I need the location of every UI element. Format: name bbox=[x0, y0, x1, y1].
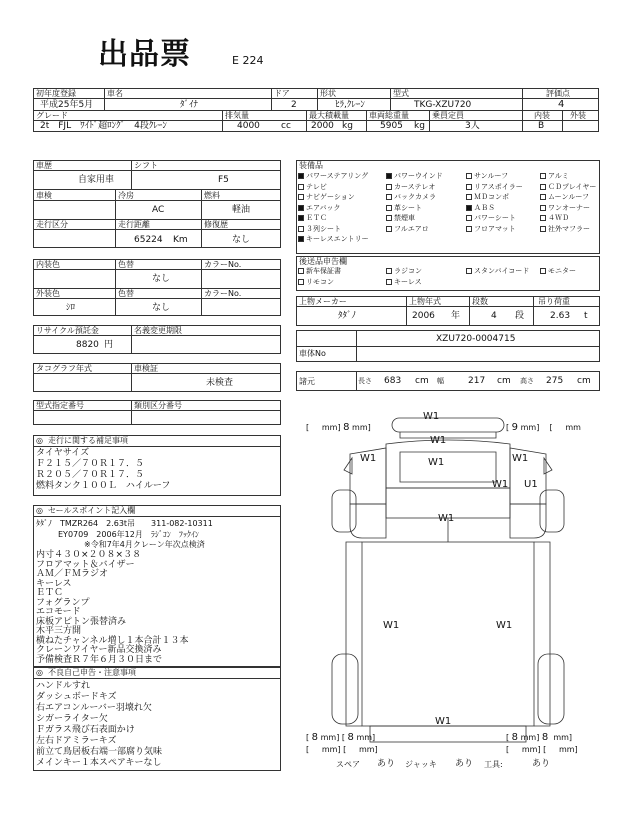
fuel-value: 軽油 bbox=[232, 205, 251, 215]
crane-load-value: 2.63 bbox=[550, 311, 571, 321]
equipment-item bbox=[298, 205, 340, 212]
crane-steps-unit: 段 bbox=[515, 311, 525, 321]
equipment-item-label: ＡＢＳ bbox=[474, 203, 495, 212]
max-load-label: 最大積載量 bbox=[309, 111, 349, 120]
text-line: 内寸４３０×２０８×３８ bbox=[36, 550, 142, 560]
history-label: 車歴 bbox=[36, 161, 52, 170]
unchecked-box-icon bbox=[298, 226, 304, 232]
repair-value: なし bbox=[232, 235, 251, 245]
equipment-item bbox=[386, 205, 422, 212]
crane-steps-value: 4 bbox=[491, 311, 497, 321]
max-load-value: 2000 bbox=[311, 121, 334, 131]
equipment-item bbox=[540, 226, 590, 233]
equipment-label: 装備品 bbox=[299, 161, 323, 170]
damage-mark-rear: W1 bbox=[435, 716, 452, 727]
unchecked-box-icon bbox=[540, 194, 546, 200]
gross-weight-unit: kg bbox=[414, 121, 425, 131]
damage-mark-front-bumper: W1 bbox=[423, 411, 440, 422]
equipment-item-label: バックカメラ bbox=[394, 193, 436, 201]
doors-label: ドア bbox=[274, 89, 290, 98]
equipment-item-label: キーレス bbox=[394, 277, 422, 286]
cooling-label: 冷房 bbox=[118, 191, 134, 200]
tread-rear-right-inner: [ mm] [ mm] bbox=[506, 745, 578, 754]
unchecked-box-icon bbox=[540, 215, 546, 221]
equipment-item-label: フロアマット bbox=[474, 224, 516, 233]
crane-year-label: 上物年式 bbox=[409, 297, 441, 306]
interior-score-value: B bbox=[538, 121, 545, 131]
equipment-item bbox=[298, 194, 355, 201]
crane-year-value: 2006 bbox=[412, 311, 435, 321]
dims-label: 諸元 bbox=[299, 377, 315, 386]
spare-value: あり bbox=[377, 759, 396, 769]
shift-label: シフト bbox=[134, 161, 158, 170]
dims-width-label: 幅 bbox=[437, 377, 444, 385]
car-name-label: 車名 bbox=[107, 89, 123, 98]
score-label: 評価点 bbox=[546, 89, 570, 98]
recycle-unit: 円 bbox=[104, 340, 114, 350]
unchecked-box-icon bbox=[540, 268, 546, 274]
sales-line-3: ※令和7年4月クレーン年次点検済 bbox=[84, 540, 205, 549]
grade-value: 2t FJL ﾜｲﾄﾞ超ﾛﾝｸﾞ 4段ｸﾚｰﾝ bbox=[40, 121, 167, 131]
equipment-item-label: テレビ bbox=[306, 182, 327, 191]
first-reg-value: 平成25年5月 bbox=[40, 100, 94, 110]
text-line: 床板アピトン張替済み bbox=[36, 616, 127, 627]
equipment-item bbox=[540, 205, 590, 212]
equipment-item-label: 禁煙車 bbox=[394, 214, 415, 222]
exterior-color-no-label: カラーNo. bbox=[204, 289, 242, 298]
unchecked-box-icon bbox=[298, 268, 304, 274]
text-line: 右エアコンルーバー羽壊れ欠 bbox=[36, 703, 152, 713]
text-line: フロアマット＆バイザー bbox=[36, 559, 135, 570]
tread-front-right: [ 9 mm] [ mm bbox=[506, 422, 581, 433]
equipment-item bbox=[298, 279, 334, 286]
text-line: クレーンワイヤー新品交換済み bbox=[36, 645, 162, 655]
unchecked-box-icon bbox=[386, 205, 392, 211]
text-line: 燃料タンク１００Ｌ ハイルーフ bbox=[36, 481, 171, 491]
dims-length-value: 683 bbox=[384, 376, 402, 386]
checked-box-icon bbox=[298, 173, 304, 179]
equipment-item bbox=[298, 268, 341, 275]
equipment-item-label: サンルーフ bbox=[474, 172, 509, 180]
crane-load-label: 吊り荷重 bbox=[538, 297, 570, 306]
inspection-label: 車検証 bbox=[134, 364, 158, 373]
equipment-item-label: モニター bbox=[548, 267, 576, 275]
equipment-item bbox=[298, 173, 368, 180]
jack-label: ジャッキ bbox=[405, 760, 437, 769]
equipment-item bbox=[540, 268, 576, 275]
equipment-item bbox=[298, 215, 327, 222]
equipment-item-label: リモコン bbox=[306, 277, 334, 286]
exterior-color-value: ｼﾛ bbox=[66, 303, 76, 313]
unchecked-box-icon bbox=[386, 268, 392, 274]
displacement-value: 4000 bbox=[237, 121, 260, 131]
notes-bullet-icon: ◎ bbox=[36, 436, 43, 445]
text-line: 木平三方開 bbox=[36, 626, 82, 636]
unchecked-box-icon bbox=[466, 173, 472, 179]
checked-box-icon bbox=[386, 173, 392, 179]
equipment-item bbox=[298, 184, 327, 191]
text-line: 前立て鳥居板右端一部腐り気味 bbox=[36, 747, 163, 757]
text-line: Ｒ２０５／７０Ｒ１７．５ bbox=[36, 470, 145, 480]
unchecked-box-icon bbox=[466, 215, 472, 221]
sales-line-2: EY0709 2006年12月 ﾗｼﾞｺﾝ ﾌｯｸｲﾝ bbox=[58, 530, 199, 539]
equipment-item bbox=[540, 194, 589, 201]
equipment-item bbox=[386, 215, 415, 222]
equipment-item-label: 新车保証書 bbox=[306, 267, 341, 275]
equipment-item-label: キーレスエントリー bbox=[306, 235, 369, 243]
vehicle-diagram bbox=[296, 408, 600, 758]
equipment-item bbox=[386, 268, 422, 275]
chassis-value: XZU720-0004715 bbox=[436, 334, 516, 344]
damage-mark-front-grille: W1 bbox=[430, 435, 447, 446]
equipment-item-label: スタンバイコード bbox=[474, 267, 530, 275]
mileage-class-label: 走行区分 bbox=[36, 220, 68, 229]
crane-load-unit: t bbox=[584, 311, 588, 321]
equipment-item-label: リアスポイラー bbox=[474, 182, 523, 191]
displacement-label: 排気量 bbox=[225, 111, 249, 120]
text-line: フォグランプ bbox=[36, 597, 90, 608]
text-line: ＥＴＣ bbox=[36, 588, 64, 598]
unchecked-box-icon bbox=[540, 184, 546, 190]
notes-title: 走行に関する補足事項 bbox=[48, 436, 128, 445]
sales-bullet-icon: ◎ bbox=[36, 506, 43, 515]
defects-bullet-icon: ◎ bbox=[36, 668, 43, 677]
defects-title: 不良自己申告・注意事項 bbox=[48, 668, 136, 677]
equipment-item bbox=[466, 184, 523, 191]
text-line: ダッシュボードキズ bbox=[36, 692, 117, 702]
exterior-color-change: なし bbox=[152, 303, 171, 313]
model-value: TKG-XZU720 bbox=[414, 100, 472, 110]
text-line: シガーライター欠 bbox=[36, 714, 108, 724]
gross-weight-value: 5905 bbox=[380, 121, 403, 131]
interior-color-label: 内装色 bbox=[36, 260, 60, 269]
unchecked-box-icon bbox=[466, 268, 472, 274]
damage-mark-right-door: W1 bbox=[512, 453, 529, 464]
unchecked-box-icon bbox=[386, 226, 392, 232]
interior-color-change: なし bbox=[152, 274, 171, 284]
text-line: エコモード bbox=[36, 607, 81, 617]
equipment-item bbox=[540, 215, 569, 222]
drive-label: 車検 bbox=[36, 191, 52, 200]
unchecked-box-icon bbox=[466, 226, 472, 232]
gross-weight-label: 車両総重量 bbox=[369, 111, 409, 120]
tool-label: 工具: bbox=[484, 760, 503, 769]
exterior-color-label: 外装色 bbox=[36, 289, 60, 298]
crane-maker-label: 上物メーカー bbox=[299, 297, 347, 306]
unchecked-box-icon bbox=[298, 279, 304, 285]
equipment-item-label: ラジコン bbox=[394, 267, 422, 275]
unchecked-box-icon bbox=[298, 194, 304, 200]
text-line: ＡＭ／ＦＭラジオ bbox=[36, 569, 109, 579]
dims-width-value: 217 bbox=[468, 376, 486, 386]
text-line: Ｆガラス飛び石表面かけ bbox=[36, 725, 135, 735]
damage-mark-right-cab: W1 bbox=[492, 479, 509, 490]
shape-label: 形状 bbox=[320, 89, 336, 98]
equipment-item-label: ＣＤプレイヤー bbox=[548, 182, 597, 191]
text-line: 横ねたチャンネル増し１本合計１３本 bbox=[36, 635, 189, 646]
grade-label: グレード bbox=[36, 111, 68, 120]
equipment-item-label: ムーンルーフ bbox=[548, 193, 589, 201]
damage-mark-deck-front: W1 bbox=[438, 513, 455, 524]
equipment-item-label: パワーステアリング bbox=[306, 172, 369, 180]
tool-value: あり bbox=[532, 759, 551, 769]
checked-box-icon bbox=[466, 205, 472, 211]
first-reg-label: 初年度登録 bbox=[36, 89, 76, 98]
unchecked-box-icon bbox=[466, 184, 472, 190]
text-line: ハンドルすれ bbox=[36, 681, 91, 691]
equipment-item bbox=[298, 236, 369, 243]
dims-length-label: 長さ bbox=[358, 377, 372, 385]
later-label: 後送品申告欄 bbox=[299, 257, 347, 266]
damage-mark-deck-left: W1 bbox=[383, 620, 400, 631]
model-label: 型式 bbox=[393, 89, 409, 98]
equipment-item bbox=[466, 173, 508, 180]
unchecked-box-icon bbox=[540, 205, 546, 211]
recycle-value: 8820 bbox=[76, 340, 99, 350]
equipment-item bbox=[540, 173, 569, 180]
mileage-label: 走行距離 bbox=[118, 220, 150, 229]
unchecked-box-icon bbox=[386, 194, 392, 200]
equipment-item-label: パワーシート bbox=[474, 214, 516, 222]
unchecked-box-icon bbox=[386, 215, 392, 221]
dims-length-unit: cm bbox=[415, 376, 429, 386]
page-title: 出品票 bbox=[98, 37, 191, 72]
checked-box-icon bbox=[298, 215, 304, 221]
spare-label: スペア bbox=[336, 760, 360, 769]
checked-box-icon bbox=[298, 205, 304, 211]
inspection-value: 未検査 bbox=[206, 378, 234, 388]
class-no-label: 類別区分番号 bbox=[134, 401, 182, 410]
crane-steps-label: 段数 bbox=[472, 297, 488, 306]
damage-mark-windshield: W1 bbox=[428, 457, 445, 468]
exterior-color-change-label: 色替 bbox=[118, 289, 134, 298]
equipment-item-label: フルエアロ bbox=[394, 224, 429, 233]
fuel-label: 燃料 bbox=[204, 191, 220, 200]
tread-front-left: [ mm] 8 mm] bbox=[306, 422, 371, 433]
text-line: Ｆ２１５／７０Ｒ１７．５ bbox=[36, 459, 145, 469]
damage-mark-deck-right: W1 bbox=[496, 620, 513, 631]
equipment-item bbox=[466, 268, 529, 275]
unchecked-box-icon bbox=[386, 279, 392, 285]
equipment-item-label: カーステレオ bbox=[394, 182, 436, 191]
mileage-value: 65224 bbox=[134, 235, 163, 245]
unchecked-box-icon bbox=[540, 173, 546, 179]
text-line: タイヤサイズ bbox=[36, 448, 90, 458]
shift-value: F5 bbox=[218, 175, 229, 185]
unchecked-box-icon bbox=[540, 226, 546, 232]
type-no-label: 型式指定番号 bbox=[36, 401, 84, 410]
text-line: メインキー１本スペアキーなし bbox=[36, 758, 162, 768]
text-line: 予備検査Ｒ７年６月３０日まで bbox=[36, 654, 163, 665]
form-number: E 224 bbox=[232, 54, 264, 67]
equipment-item-label: ＭＤコンポ bbox=[474, 193, 509, 201]
damage-mark-right-mirror: U1 bbox=[524, 479, 538, 490]
tread-rear-left-outer: [ 8 mm] [ 8 mm] bbox=[306, 732, 376, 743]
equipment-item bbox=[466, 226, 516, 233]
cooling-value: AC bbox=[152, 205, 165, 215]
equipment-item-label: ワンオーナー bbox=[548, 203, 590, 212]
equipment-item bbox=[386, 194, 436, 201]
equipment-item-label: ３列シート bbox=[306, 224, 341, 233]
displacement-unit: cc bbox=[281, 121, 291, 131]
unchecked-box-icon bbox=[386, 184, 392, 190]
crane-year-unit: 年 bbox=[451, 311, 461, 321]
interior-color-change-label: 色替 bbox=[118, 260, 134, 269]
score-value: 4 bbox=[558, 99, 565, 110]
equipment-item bbox=[298, 226, 341, 233]
shape-value: ﾋﾗ,ｸﾚｰﾝ bbox=[335, 100, 365, 110]
equipment-item-label: 社外マフラー bbox=[548, 224, 590, 233]
car-name-value: ﾀﾞｲﾅ bbox=[180, 100, 199, 110]
equipment-item bbox=[386, 279, 422, 286]
recycle-label: リサイクル預託金 bbox=[36, 326, 99, 335]
dims-height-unit: cm bbox=[577, 376, 591, 386]
dims-height-value: 275 bbox=[546, 376, 564, 386]
equipment-item bbox=[466, 194, 509, 201]
equipment-item-label: ＥＴＣ bbox=[306, 214, 327, 222]
mileage-unit: Km bbox=[173, 235, 188, 245]
max-load-unit: kg bbox=[342, 121, 353, 131]
equipment-item bbox=[466, 205, 495, 212]
sales-title: セールスポイント記入欄 bbox=[48, 506, 136, 515]
sales-line-1: ﾀﾀﾞﾉ TMZR264 2.63t吊 311-082-10311 bbox=[36, 519, 213, 528]
equipment-item-label: パワーウインド bbox=[394, 172, 443, 180]
chassis-label: 車体No bbox=[299, 349, 326, 358]
damage-mark-left-door: W1 bbox=[360, 453, 377, 464]
dims-height-label: 高さ bbox=[520, 377, 534, 385]
equipment-item-label: ４ＷＤ bbox=[548, 214, 569, 222]
equipment-item bbox=[386, 173, 443, 180]
unchecked-box-icon bbox=[466, 194, 472, 200]
repair-label: 修復歴 bbox=[204, 220, 228, 229]
equipment-item-label: 革シート bbox=[394, 203, 422, 212]
equipment-item bbox=[540, 184, 596, 191]
interior-color-no-label: カラーNo. bbox=[204, 260, 242, 269]
equipment-item-label: アルミ bbox=[548, 172, 569, 180]
text-line: 左右ドアミラーキズ bbox=[36, 736, 117, 746]
dims-width-unit: cm bbox=[497, 376, 511, 386]
equipment-item bbox=[386, 184, 435, 191]
exterior-score-label: 外装 bbox=[570, 111, 586, 120]
crane-maker-value: ﾀﾀﾞﾉ bbox=[338, 311, 357, 321]
history-value: 自家用車 bbox=[78, 175, 115, 185]
jack-value: あり bbox=[455, 759, 474, 769]
checked-box-icon bbox=[298, 236, 304, 242]
tread-rear-left-inner: [ mm] [ mm] bbox=[306, 745, 378, 754]
tacho-label: タコグラフ年式 bbox=[36, 364, 92, 373]
capacity-label: 乗員定員 bbox=[432, 111, 464, 120]
text-line: キーレス bbox=[36, 578, 72, 589]
equipment-item-label: ナビゲーション bbox=[306, 193, 355, 201]
capacity-value: 3人 bbox=[465, 121, 480, 131]
equipment-item bbox=[386, 226, 429, 233]
equipment-item bbox=[466, 215, 516, 222]
interior-score-label: 内装 bbox=[534, 111, 550, 120]
doors-value: 2 bbox=[291, 100, 297, 110]
name-change-label: 名義変更期限 bbox=[134, 326, 182, 335]
unchecked-box-icon bbox=[298, 184, 304, 190]
tread-rear-right-outer: [ 8 mm] 8 mm] bbox=[506, 732, 573, 743]
equipment-item-label: エアバック bbox=[306, 203, 341, 212]
